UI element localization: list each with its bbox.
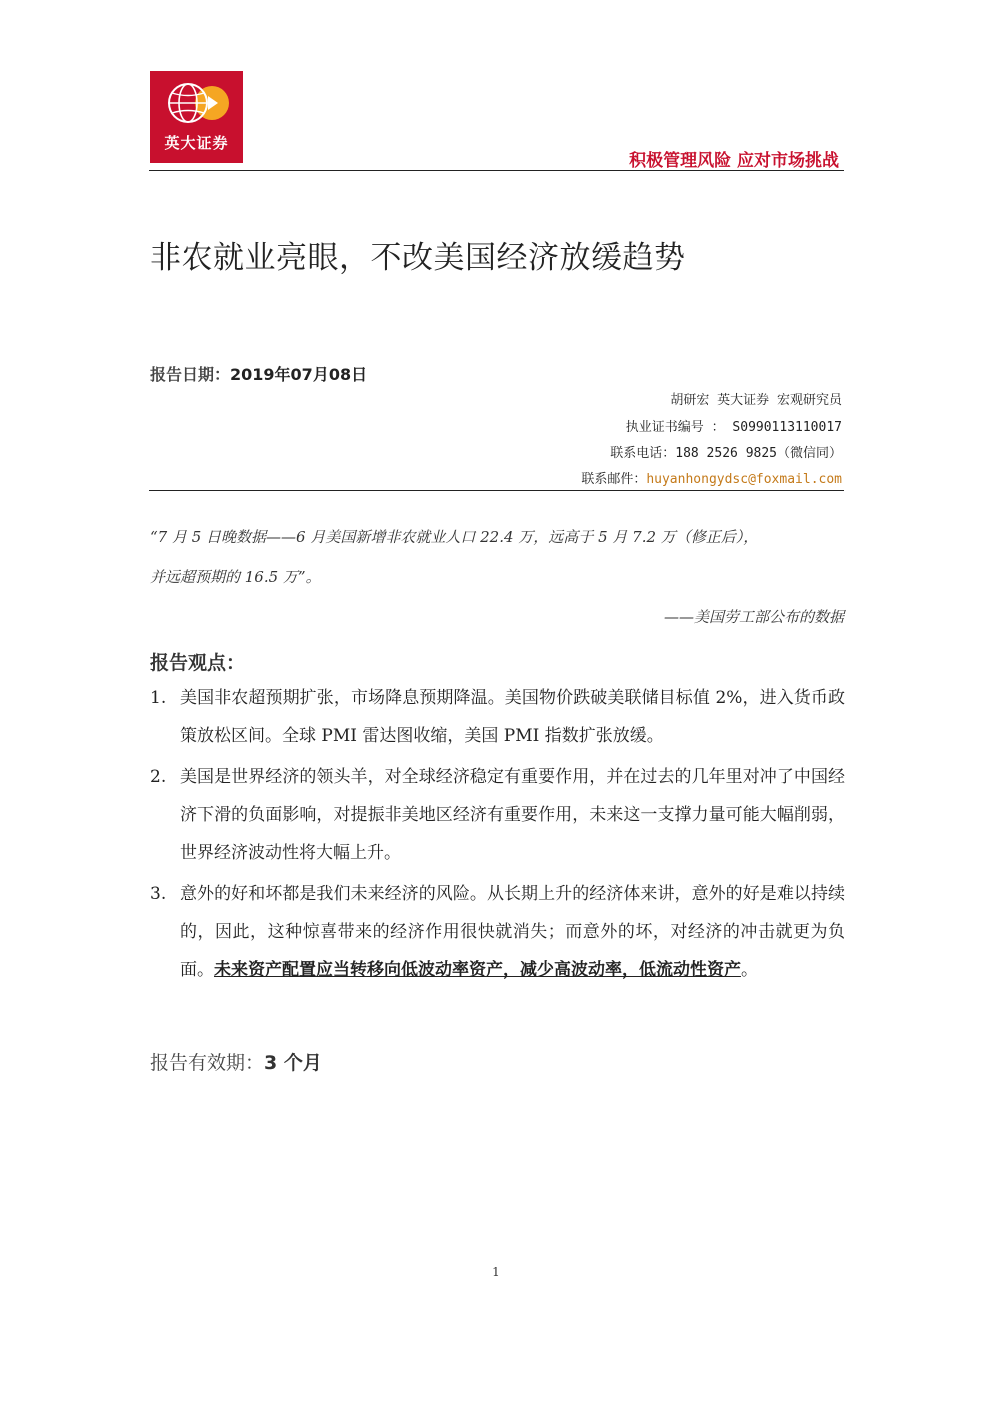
viewpoint-highlight: 未来资产配置应当转移向低波动率资产，减少高波动率，低流动性资产	[214, 960, 741, 980]
author-phone-line: 联系电话：188 2526 9825（微信同）	[610, 446, 842, 461]
report-title: 非农就业亮眼，不改美国经济放缓趋势	[150, 240, 686, 276]
logo-text: 英大证券	[164, 134, 229, 152]
author-email-label: 联系邮件：	[581, 472, 647, 487]
viewpoints-heading: 报告观点：	[150, 652, 246, 674]
quote-line-1: “7 月 5 日晚数据——6 月美国新增非农就业人口 22.4 万，远高于 5 月 7.2 万（修正后），	[150, 528, 759, 546]
author-certificate-line: 执业证书编号 ： S0990113110017	[625, 420, 842, 435]
report-date-value: 2019年07月08日	[230, 365, 368, 384]
viewpoint-text: 美国非农超预期扩张，市场降息预期降温。美国物价跌破美联储目标值 2%，进入货币政策放松区间。全球 PMI 雷达图收缩，美国 PMI 指数扩张放缓。	[180, 688, 845, 746]
viewpoint-number: 3.	[150, 884, 167, 904]
author-email-link[interactable]: huyanhongydsc@foxmail.com	[646, 472, 842, 487]
viewpoint-text-tail: 。	[741, 960, 758, 980]
header-slogan: 积极管理风险 应对市场挑战	[629, 151, 839, 171]
report-validity	[150, 1048, 322, 1075]
viewpoint-number: 2.	[150, 767, 167, 787]
quote-source: ——美国劳工部公布的数据	[663, 608, 844, 626]
globe-arrow-icon	[150, 71, 243, 141]
report-date	[150, 362, 367, 385]
author-name-line: 胡研宏 英大证券 宏观研究员	[670, 393, 842, 408]
validity-label: 报告有效期：	[150, 1052, 265, 1074]
company-logo	[150, 71, 243, 163]
report-date-label: 报告日期：	[150, 365, 231, 384]
viewpoint-text-main: 意外的好和坏都是我们未来经济的风险。从长期上升的经济体来讲，意外的好是难以持续的，因此，这种惊喜带来的经济作用很快就消失；而意外的坏，对经济的冲击就更为负面。	[180, 884, 845, 980]
validity-value: 3 个月	[264, 1052, 322, 1074]
viewpoint-number: 1.	[150, 688, 167, 708]
page-number: 1	[492, 1265, 500, 1279]
viewpoint-text: 美国是世界经济的领头羊，对全球经济稳定有重要作用，并在过去的几年里对冲了中国经济下滑的负面影响，对提振非美地区经济有重要作用，未来这一支撑力量可能大幅削弱，世界经济波动性将大幅上升。	[180, 767, 845, 863]
viewpoint-text	[180, 875, 845, 989]
quote-line-2: 并远超预期的 16.5 万”。	[150, 568, 321, 586]
author-divider	[149, 490, 844, 491]
author-email-line	[581, 468, 842, 487]
header-divider	[149, 170, 844, 171]
